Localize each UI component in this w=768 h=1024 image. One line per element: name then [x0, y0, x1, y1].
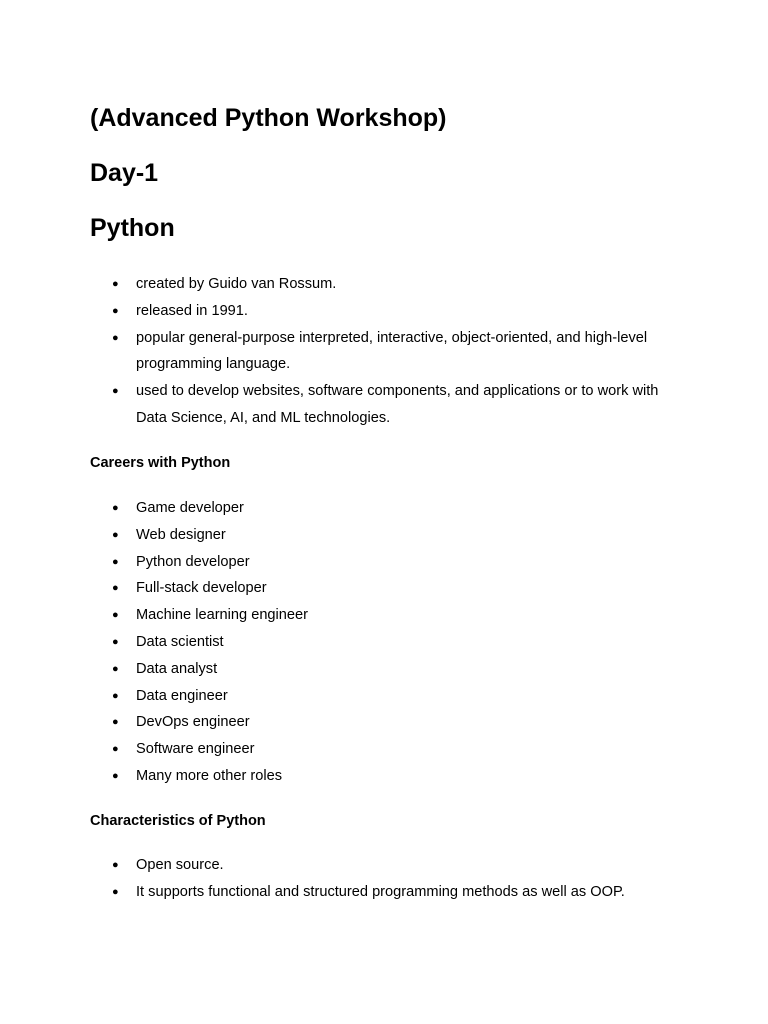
characteristics-list: [90, 852, 690, 906]
list-item: ● Software engineer: [90, 736, 690, 763]
list-item: ● used to develop websites, software components, and applications or to work with Data Science, AI, and ML technologies.: [90, 378, 690, 432]
list-item: ● Many more other roles: [90, 763, 690, 790]
list-item: ● Game developer: [90, 495, 690, 522]
list-item: ● Open source.: [90, 852, 690, 879]
list-item: ● Full-stack developer: [90, 575, 690, 602]
day-heading: Day-1: [90, 159, 159, 187]
careers-list: [90, 495, 690, 790]
characteristics-heading: Characteristics of Python: [90, 813, 266, 829]
careers-heading: Careers with Python: [90, 455, 231, 471]
list-item: ● Python developer: [90, 549, 690, 576]
list-item: ● DevOps engineer: [90, 709, 690, 736]
list-item: ● It supports functional and structured programming methods as well as OOP.: [90, 879, 690, 906]
list-item: ● Machine learning engineer: [90, 602, 690, 629]
list-item: ● Web designer: [90, 522, 690, 549]
intro-list: [90, 271, 690, 432]
list-item: ● popular general-purpose interpreted, interactive, object-oriented, and high-level programming language.: [90, 325, 690, 379]
workshop-title: (Advanced Python Workshop): [90, 104, 447, 132]
list-item: ● Data scientist: [90, 629, 690, 656]
list-item: ● created by Guido van Rossum.: [90, 271, 690, 298]
list-item: ● released in 1991.: [90, 298, 690, 325]
list-item: ● Data analyst: [90, 656, 690, 683]
topic-heading: Python: [90, 214, 175, 242]
list-item: ● Data engineer: [90, 683, 690, 710]
